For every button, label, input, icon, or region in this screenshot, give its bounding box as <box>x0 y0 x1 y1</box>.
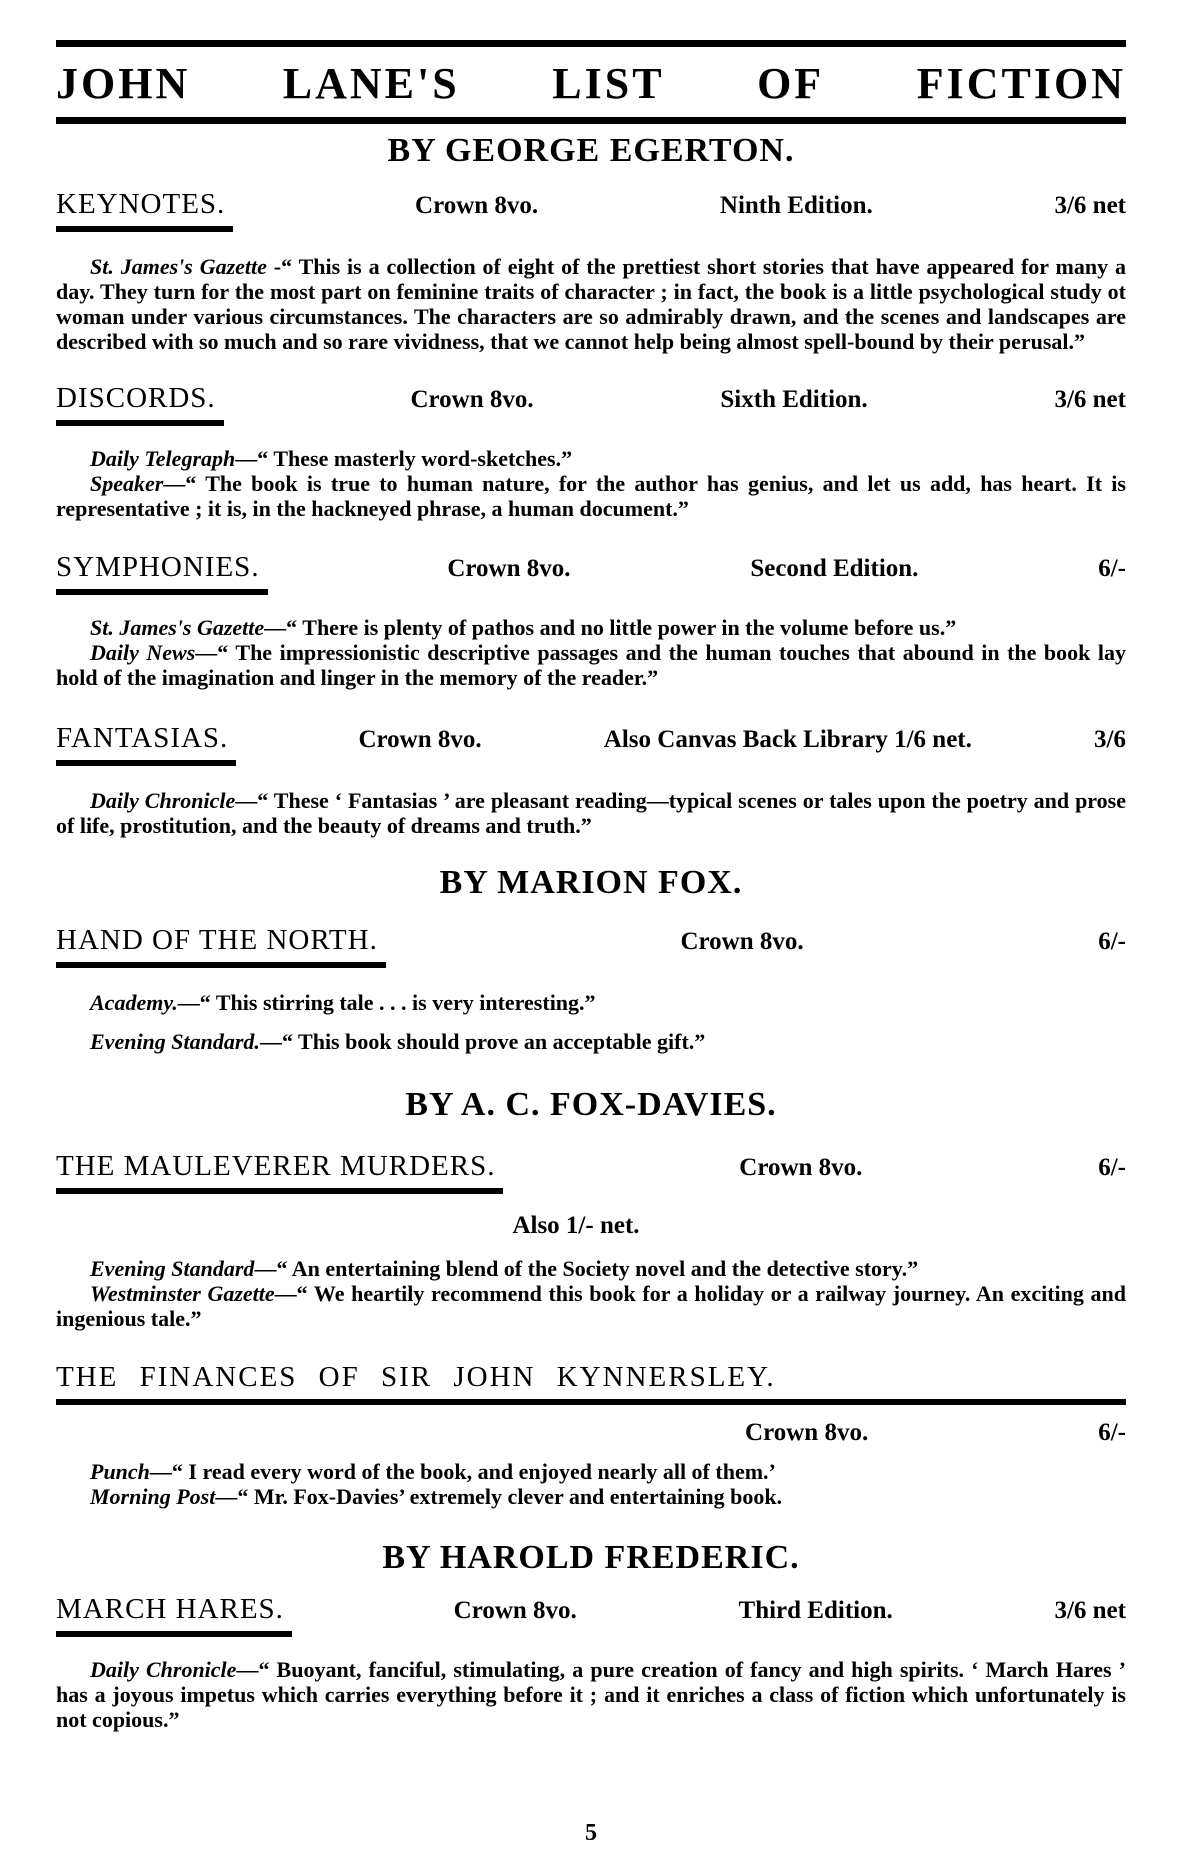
review <box>56 1281 1126 1331</box>
review-text: —“ I read every word of the book, and enjoyed nearly all of them.’ <box>149 1459 776 1485</box>
review-source: St. James's Gazette <box>90 254 267 280</box>
book-price: 6/- <box>1098 1419 1126 1447</box>
title-bottom-rule <box>56 117 1126 124</box>
page-number: 5 <box>585 1820 597 1846</box>
review-text: —“ An entertaining blend of the Society novel and the detective story.” <box>254 1256 919 1282</box>
book-format: Crown 8vo. <box>410 386 534 414</box>
book-price: 3/6 net <box>1054 386 1126 414</box>
review-source: Punch <box>90 1459 150 1485</box>
book-headline-march-hares <box>56 1593 1126 1637</box>
review-text: —“ This book should prove an acceptable gift.” <box>259 1029 706 1055</box>
book-edition: Sixth Edition. <box>720 386 868 414</box>
review-source: Westminster Gazette <box>90 1281 275 1307</box>
review <box>56 788 1126 838</box>
review-text: -“ This is a collection of eight of the prettiest short stories that have appeared for many a day. They turn for the most part on feminine traits of character ; in fact, the book is a little psychological study ot woman under various circumstances. The characters are so admirably drawn, and the scenes and landscapes are described with so much and so rare vividness, that we cannot help being almost spell-bound by their perusal.” <box>56 254 1126 355</box>
review <box>56 471 1126 521</box>
review-text: —“ These masterly word-sketches.” <box>235 446 573 472</box>
page-title-word: LANE'S <box>282 59 460 108</box>
review-source: Daily Chronicle <box>90 788 236 814</box>
page-title-word: LIST <box>552 59 665 108</box>
review-text: —“ The impressionistic descriptive passages and the human touches that abound in the book lay hold of the imagination and linger in the memory of the reader.” <box>56 640 1127 691</box>
book-edition: Second Edition. <box>750 555 919 583</box>
review-text: —“ This stirring tale . . . is very interesting.” <box>177 990 596 1016</box>
book-format: Crown 8vo. <box>680 928 804 956</box>
review <box>56 640 1126 690</box>
book-edition: Third Edition. <box>738 1597 893 1625</box>
review-source: Daily Telegraph <box>90 446 236 472</box>
book-price: 3/6 net <box>1054 1597 1126 1625</box>
review-text: —“ These ‘ Fantasias ’ are pleasant reading—typical scenes or tales upon the poetry and prose of life, prostitution, and the beauty of dreams and truth.” <box>56 788 1126 839</box>
review-source: Morning Post <box>90 1484 216 1510</box>
review-text: —“ There is plenty of pathos and no little power in the volume before us.” <box>264 615 957 641</box>
review <box>56 990 1126 1015</box>
review <box>56 254 1126 354</box>
review-source: Daily News <box>90 640 196 666</box>
book-meta-row-kynnersley <box>56 1419 1126 1447</box>
book-headline-symphonies <box>56 551 1126 595</box>
review <box>56 615 1126 640</box>
page-title-word: JOHN <box>56 59 191 108</box>
review-text: —“ The book is true to human nature, for the author has genius, and let us add, has heart. It is representative ; it is, in the hackneyed phrase, a human document.” <box>56 471 1126 522</box>
review-source: Daily Chronicle <box>90 1657 237 1683</box>
book-price: 6/- <box>1098 928 1126 956</box>
book-format: Crown 8vo. <box>358 726 482 754</box>
author-heading-frederic: BY HAROLD FREDERIC. <box>382 1539 800 1577</box>
book-subnote: Also 1/- net. <box>512 1212 640 1240</box>
review <box>56 1029 1126 1054</box>
review <box>56 446 1126 471</box>
review-source: St. James's Gazette <box>90 615 265 641</box>
book-edition: Ninth Edition. <box>719 192 873 220</box>
review-text: —“ Buoyant, fanciful, stimulating, a pure creation of fancy and high spirits. ‘ March Hares ’ has a joyous impetus which carries everything before it ; and it enriches a class of fiction which unfortunately is not copious.” <box>56 1657 1126 1733</box>
book-headline-mauleverer <box>56 1150 1126 1194</box>
review <box>56 1459 1126 1484</box>
review-source: Evening Standard <box>90 1256 255 1282</box>
author-heading-fox: BY MARION FOX. <box>439 864 743 902</box>
book-format: Crown 8vo. <box>745 1419 869 1447</box>
book-headline-discords <box>56 382 1126 426</box>
book-headline-kynnersley <box>56 1361 1126 1405</box>
book-price: 6/- <box>1098 555 1126 583</box>
review-source: Speaker <box>90 471 164 497</box>
book-headline-keynotes <box>56 188 1126 232</box>
book-headline-fantasias <box>56 722 1126 766</box>
book-price: 3/6 <box>1094 726 1126 754</box>
page-title <box>56 61 1126 107</box>
review-text: —“ We heartily recommend this book for a holiday or a railway journey. An exciting and ingenious tale.” <box>56 1281 1127 1332</box>
book-title: SYMPHONIES. <box>56 551 268 595</box>
page-title-word: FICTION <box>916 59 1126 108</box>
book-price: 3/6 net <box>1054 192 1126 220</box>
book-format: Crown 8vo. <box>739 1154 863 1182</box>
book-title: THE FINANCES OF SIR JOHN KYNNERSLEY. <box>56 1361 1126 1405</box>
book-price: 6/- <box>1098 1154 1126 1182</box>
page-title-word: OF <box>757 59 825 108</box>
book-title: DISCORDS. <box>56 382 224 426</box>
review <box>56 1657 1126 1732</box>
author-heading-egerton: BY GEORGE EGERTON. <box>387 132 795 170</box>
author-heading-fox-davies: BY A. C. FOX-DAVIES. <box>405 1086 777 1124</box>
book-title: MARCH HARES. <box>56 1593 292 1637</box>
book-format: Crown 8vo. <box>415 192 539 220</box>
book-title: FANTASIAS. <box>56 722 236 766</box>
book-format: Crown 8vo. <box>447 555 571 583</box>
book-format: Crown 8vo. <box>453 1597 577 1625</box>
book-title: KEYNOTES. <box>56 188 233 232</box>
review-source: Evening Standard. <box>90 1029 260 1055</box>
review-source: Academy. <box>90 990 178 1016</box>
book-title: THE MAULEVERER MURDERS. <box>56 1150 503 1194</box>
review-text: —“ Mr. Fox-Davies’ extremely clever and entertaining book. <box>215 1484 783 1510</box>
review <box>56 1484 1126 1509</box>
top-rule <box>56 40 1126 47</box>
book-extra: Also Canvas Back Library 1/6 net. <box>603 726 972 754</box>
book-title: HAND OF THE NORTH. <box>56 924 386 968</box>
review <box>56 1256 1126 1281</box>
book-headline-hand-of-the-north <box>56 924 1126 968</box>
